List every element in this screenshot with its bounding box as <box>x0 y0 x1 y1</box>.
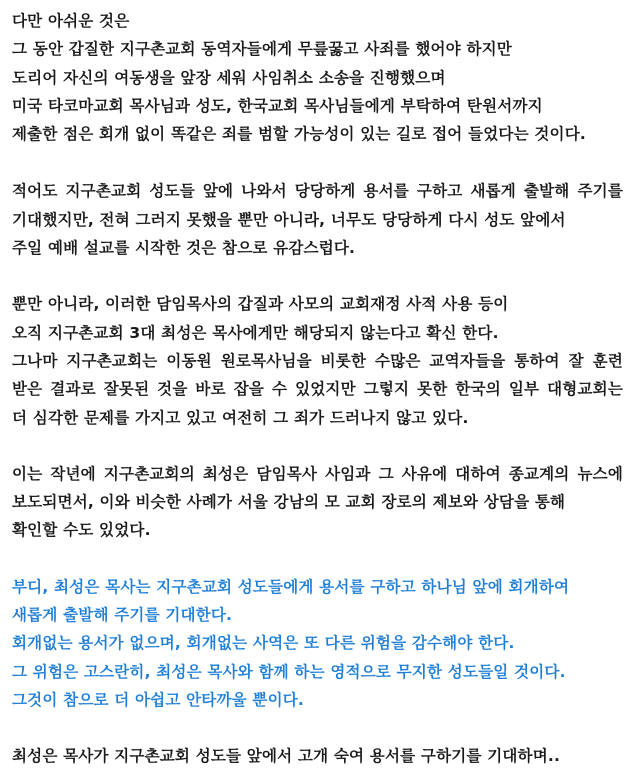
text-line: 도리어 자신의 여동생을 앞장 세워 사임취소 소송을 진행했으며 <box>12 68 446 87</box>
text-line: 미국 타코마교회 목사님과 성도, 한국교회 목사님들에게 부탁하여 탄원서까지 <box>12 96 543 115</box>
text-line: 더 심각한 문제를 가지고 있고 여전히 그 죄가 드러나지 않고 있다. <box>12 408 469 427</box>
text-line: 기대했지만, 전혀 그러지 못했을 뿐만 아니라, 너무도 당당하게 다시 성도 앞에서 <box>12 210 566 229</box>
highlighted-text-line: 부디, 최성은 목사는 지구촌교회 성도들에게 용서를 구하고 하나님 앞에 회개하여 <box>12 577 570 596</box>
text-line: 다만 아쉬운 것은 <box>12 12 130 30</box>
paragraph-closing <box>12 742 623 770</box>
text-line: 확인할 수도 있었다. <box>12 521 151 540</box>
text-line: 주일 예배 설교를 시작한 것은 참으로 유감스럽다. <box>12 239 356 258</box>
paragraph-apology-lacking <box>12 7 623 148</box>
highlighted-text-line: 그 위험은 고스란히, 최성은 목사와 함께 하는 영적으로 무지한 성도들일 것이다. <box>12 662 566 681</box>
text-line: 받은 결과로 잘못된 것을 바로 잡을 수 있었지만 그렇지 못한 한국의 일부 대형교회는 <box>12 380 623 399</box>
paragraph-expectation <box>12 177 623 262</box>
highlighted-text-line: 회개없는 용서가 없으며, 회개없는 사역은 또 다른 위험을 감수해야 한다. <box>12 634 515 653</box>
highlighted-text-line: 그것이 참으로 더 아쉽고 안타까울 뿐이다. <box>12 690 305 709</box>
paragraph-highlighted-plea <box>12 573 623 714</box>
paragraph-other-churches <box>12 290 623 431</box>
text-line: 최성은 목사가 지구촌교회 성도들 앞에서 고개 숙여 용서를 구하기를 기대하며.. <box>12 747 561 766</box>
highlighted-text-line: 새롭게 출발해 주기를 기대한다. <box>12 606 233 625</box>
text-line: 오직 지구촌교회 3대 최성은 목사에게만 해당되지 않는다고 확신 한다. <box>12 323 499 342</box>
text-line: 그나마 지구촌교회는 이동원 원로목사님을 비롯한 수많은 교역자들을 통하여 잘 훈련 <box>12 351 623 370</box>
text-line: 이는 작년에 지구촌교회의 최성은 담임목사 사임과 그 사유에 대하여 종교계의 뉴스에 <box>12 464 623 483</box>
text-line: 제출한 점은 회개 없이 똑같은 죄를 범할 가능성이 있는 길로 접어 들었다는 것이다. <box>12 125 586 144</box>
text-line: 그 동안 갑질한 지구촌교회 동역자들에게 무릎꿇고 사죄를 했어야 하지만 <box>12 40 512 59</box>
paragraph-news-report <box>12 460 623 545</box>
text-line: 뿐만 아니라, 이러한 담임목사의 갑질과 사모의 교회재정 사적 사용 등이 <box>12 295 509 314</box>
text-line: 보도되면서, 이와 비슷한 사례가 서울 강남의 모 교회 장로의 제보와 상담을 통해 <box>12 493 566 512</box>
text-line: 적어도 지구촌교회 성도들 앞에 나와서 당당하게 용서를 구하고 새롭게 출발해 주기를 <box>12 182 623 201</box>
